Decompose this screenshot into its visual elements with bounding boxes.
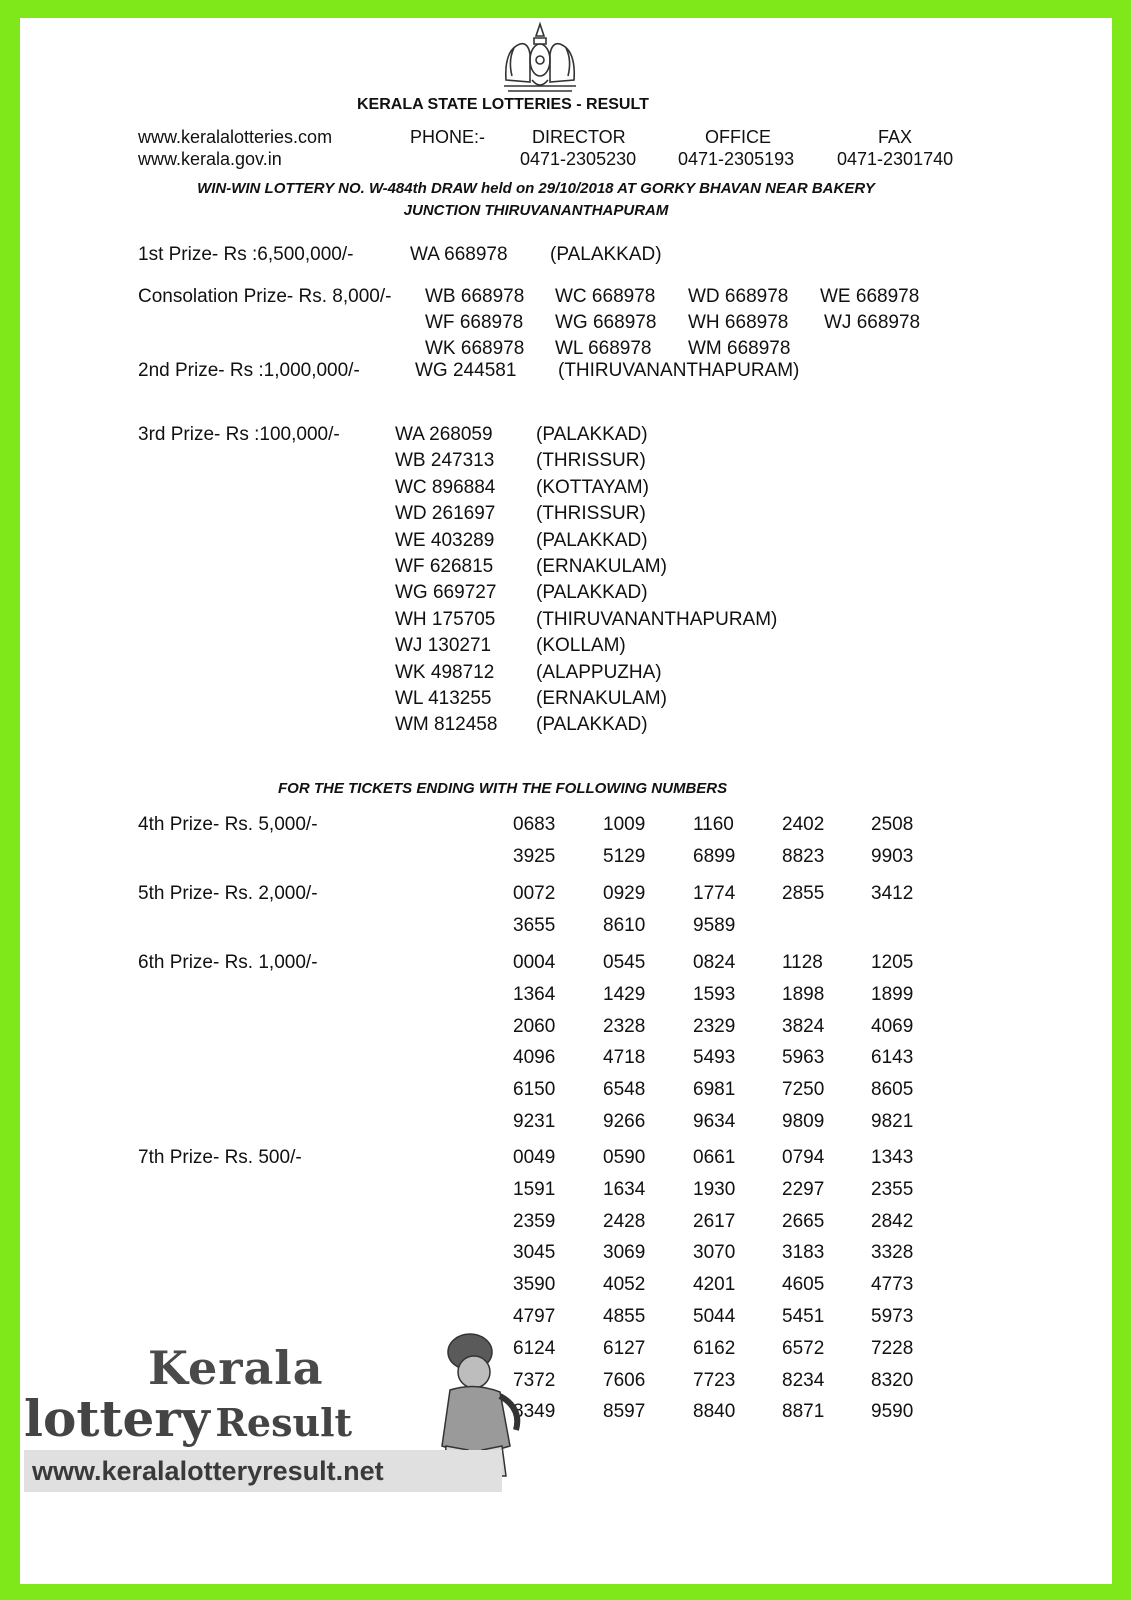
winning-ending-number: 6899 [693,845,736,867]
consolation-ticket: WG 668978 [555,312,657,333]
winning-ending-number: 8605 [871,1079,914,1101]
winning-ending-number: 7228 [871,1337,914,1359]
third-prize-place: (ERNAKULAM) [536,556,667,577]
third-prize-place: (THRISSUR) [536,450,646,472]
winning-ending-number: 4201 [693,1274,736,1296]
fax-label: FAX [878,127,913,147]
winning-ending-number: 9821 [871,1111,914,1132]
winning-ending-number: 1634 [603,1178,646,1200]
winning-ending-number: 7606 [603,1369,646,1391]
winning-ending-number: 1591 [513,1178,556,1200]
winning-ending-number: 2329 [693,1015,736,1037]
winning-ending-number: 0004 [513,952,556,973]
watermark-lottery-result [24,1389,352,1448]
third-prize-place: (KOTTAYAM) [536,476,649,498]
winning-ending-number: 2842 [871,1210,914,1232]
office-label: OFFICE [705,127,771,147]
winning-ending-number: 3328 [871,1242,914,1264]
second-prize-place: (THIRUVANANTHAPURAM) [558,360,800,381]
third-prize-place: (THRISSUR) [536,503,646,525]
ending-prize-label: 7th Prize- Rs. 500/- [138,1147,302,1168]
winning-ending-number: 2328 [603,1015,646,1037]
ending-prize-label: 4th Prize- Rs. 5,000/- [138,814,318,835]
third-prize-ticket: WE 403289 [395,529,495,551]
third-prize-ticket: WC 896884 [395,476,496,498]
third-prize-place: (ERNAKULAM) [536,688,667,709]
winning-ending-number: 6124 [513,1337,556,1359]
winning-ending-number: 9589 [693,914,736,936]
winning-ending-number: 4605 [782,1274,825,1296]
consolation-ticket: WM 668978 [688,338,791,359]
winning-ending-number: 0072 [513,883,556,904]
winning-ending-number: 2297 [782,1178,825,1200]
winning-ending-number: 3925 [513,845,556,867]
winning-ending-number: 7372 [513,1369,556,1391]
winning-ending-number: 5451 [782,1306,825,1327]
third-prize-ticket: WA 268059 [395,424,493,445]
winning-ending-number: 6981 [693,1079,736,1101]
winning-ending-number: 4096 [513,1047,556,1069]
watermark-url[interactable]: www.keralalotteryresult.net [24,1450,502,1492]
winning-ending-number: 5493 [693,1047,736,1069]
winning-ending-number: 8840 [693,1401,736,1423]
winning-ending-number: 2060 [513,1015,556,1037]
winning-ending-number: 8610 [603,914,646,936]
third-prize-ticket: WH 175705 [395,608,496,630]
consolation-ticket: WH 668978 [688,312,789,333]
winning-ending-number: 9634 [693,1111,736,1132]
winning-ending-number: 2665 [782,1210,825,1232]
second-prize-label: 2nd Prize- Rs :1,000,000/- [138,360,360,381]
winning-ending-number: 8234 [782,1369,825,1391]
winning-ending-number: 1205 [871,952,914,973]
winning-ending-number: 5129 [603,845,646,867]
consolation-ticket: WD 668978 [688,286,789,307]
winning-ending-number: 4773 [871,1274,914,1296]
winning-ending-number: 2617 [693,1210,736,1232]
winning-ending-number: 4052 [603,1274,646,1296]
draw-info-line-2: JUNCTION THIRUVANANTHAPURAM [403,202,669,219]
third-prize-ticket: WD 261697 [395,503,496,525]
website-link-2[interactable]: www.kerala.gov.in [138,149,282,169]
consolation-ticket: WB 668978 [425,286,525,307]
winning-ending-number: 8871 [782,1401,825,1423]
fax-number: 0471-2301740 [837,149,954,169]
website-link-1[interactable]: www.keralalotteries.com [138,127,333,147]
winning-ending-number: 4718 [603,1047,646,1069]
winning-ending-number: 3590 [513,1274,556,1296]
winning-ending-number: 2359 [513,1210,556,1232]
winning-ending-number: 0545 [603,952,646,973]
third-prize-ticket: WB 247313 [395,450,495,472]
consolation-ticket: WE 668978 [820,286,920,307]
winning-ending-number: 8320 [871,1369,914,1391]
winning-ending-number: 3045 [513,1242,556,1264]
winning-ending-number: 8349 [513,1401,556,1423]
consolation-prize-label: Consolation Prize- Rs. 8,000/- [138,286,392,307]
page-title: KERALA STATE LOTTERIES - RESULT [357,96,649,113]
director-phone: 0471-2305230 [520,149,637,169]
consolation-ticket: WK 668978 [425,338,525,359]
ending-prize-label: 5th Prize- Rs. 2,000/- [138,883,318,904]
winning-ending-number: 8823 [782,845,825,867]
winning-ending-number: 6572 [782,1337,825,1359]
winning-ending-number: 2402 [782,814,825,835]
winning-ending-number: 1128 [782,952,823,973]
winning-ending-number: 6548 [603,1079,646,1101]
third-prize-ticket: WJ 130271 [395,635,492,657]
winning-ending-number: 1009 [603,814,646,835]
winning-ending-number: 1593 [693,983,736,1005]
consolation-ticket: WL 668978 [555,338,652,359]
winning-ending-number: 6150 [513,1079,556,1101]
winning-ending-number: 2428 [603,1210,646,1232]
consolation-ticket: WF 668978 [425,312,524,333]
winning-ending-number: 1364 [513,983,556,1005]
winning-ending-number: 0661 [693,1147,736,1168]
watermark-lottery-word: lottery [24,1389,210,1448]
winning-ending-number: 3824 [782,1015,825,1037]
winning-ending-number: 2508 [871,814,914,835]
winning-ending-number: 1429 [603,983,646,1005]
winning-ending-number: 6143 [871,1047,914,1069]
first-prize-ticket: WA 668978 [410,244,508,265]
winning-ending-number: 9809 [782,1111,825,1132]
draw-info-line-1: WIN-WIN LOTTERY NO. W-484th DRAW held on 29/10/2018 AT GORKY BHAVAN NEAR BAKERY [197,180,875,197]
winning-ending-number: 9266 [603,1111,646,1132]
winning-ending-number: 6127 [603,1337,646,1359]
third-prize-place: (KOLLAM) [536,635,626,657]
ending-prize-label: 6th Prize- Rs. 1,000/- [138,952,318,973]
phone-label: PHONE:- [410,127,486,147]
third-prize-ticket: WF 626815 [395,556,494,577]
watermark-kerala: Kerala [148,1341,324,1395]
first-prize-place: (PALAKKAD) [550,244,662,265]
winning-ending-number: 9903 [871,845,914,867]
winning-ending-number: 5973 [871,1306,914,1327]
third-prize-place: (PALAKKAD) [536,582,648,604]
winning-ending-number: 7723 [693,1369,736,1391]
kerala-emblem-icon [500,20,580,96]
winning-ending-number: 1343 [871,1147,914,1168]
winning-ending-number: 9231 [513,1111,556,1132]
winning-ending-number: 1899 [871,983,914,1005]
winning-ending-number: 0929 [603,883,646,904]
third-prize-ticket: WK 498712 [395,661,495,683]
third-prize-place: (PALAKKAD) [536,424,648,445]
winning-ending-number: 4069 [871,1015,914,1037]
winning-ending-number: 3069 [603,1242,646,1264]
winning-ending-number: 5044 [693,1306,736,1327]
winning-ending-number: 3183 [782,1242,825,1264]
winning-ending-number: 3655 [513,914,556,936]
director-label: DIRECTOR [532,127,626,147]
winning-ending-number: 1160 [693,814,734,835]
winning-ending-number: 3412 [871,883,914,904]
winning-ending-number: 0683 [513,814,556,835]
winning-ending-number: 8597 [603,1401,646,1423]
winning-ending-number: 7250 [782,1079,825,1101]
third-prize-place: (THIRUVANANTHAPURAM) [536,608,778,630]
winning-ending-number: 1930 [693,1178,736,1200]
third-prize-place: (PALAKKAD) [536,529,648,551]
ending-numbers-heading: FOR THE TICKETS ENDING WITH THE FOLLOWING NUMBERS [278,780,728,797]
winning-ending-number: 2355 [871,1178,914,1200]
third-prize-ticket: WL 413255 [395,688,492,709]
winning-ending-number: 2855 [782,883,825,904]
winning-ending-number: 9590 [871,1401,914,1423]
winning-ending-number: 3070 [693,1242,736,1264]
first-prize-label: 1st Prize- Rs :6,500,000/- [138,244,354,265]
result-sheet [20,18,1112,1584]
third-prize-place: (PALAKKAD) [536,714,648,736]
watermark-result-word: Result [215,1400,353,1445]
winning-ending-number: 4855 [603,1306,646,1327]
third-prize-ticket: WM 812458 [395,714,498,736]
winning-ending-number: 0794 [782,1147,825,1168]
third-prize-ticket: WG 669727 [395,582,497,604]
second-prize-ticket: WG 244581 [415,360,517,381]
office-phone: 0471-2305193 [678,149,795,169]
third-prize-place: (ALAPPUZHA) [536,661,662,683]
winning-ending-number: 0049 [513,1147,556,1168]
winning-ending-number: 0824 [693,952,736,973]
winning-ending-number: 0590 [603,1147,646,1168]
winning-ending-number: 1898 [782,983,825,1005]
winning-ending-number: 5963 [782,1047,825,1069]
consolation-ticket: WJ 668978 [824,312,921,333]
winning-ending-number: 6162 [693,1337,736,1359]
consolation-ticket: WC 668978 [555,286,656,307]
winning-ending-number: 1774 [693,883,736,904]
third-prize-label: 3rd Prize- Rs :100,000/- [138,424,340,445]
winning-ending-number: 4797 [513,1306,556,1327]
